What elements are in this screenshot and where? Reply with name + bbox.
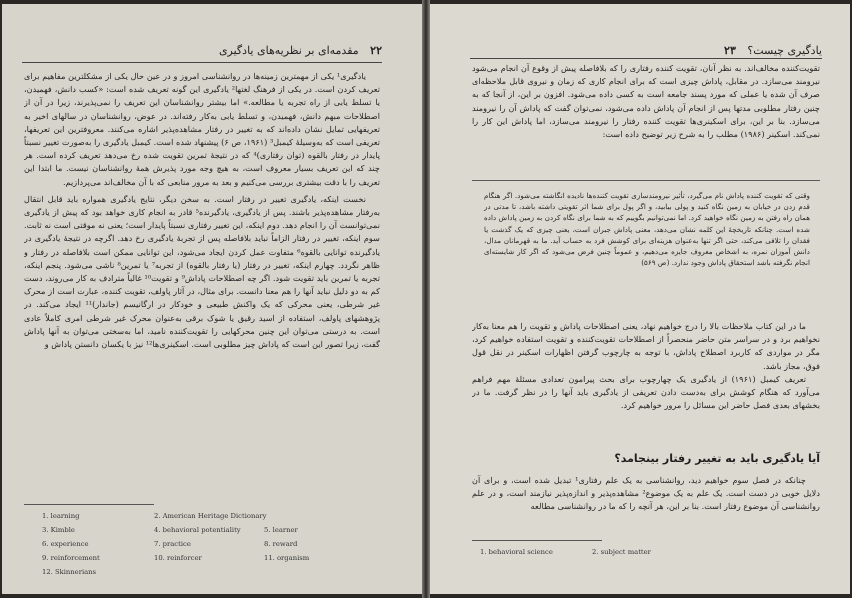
right-page-header [470,44,822,62]
right-paragraph-3: تعریف کیمبل (۱۹۶۱) از یادگیری یک چهارچوب برای بحث پیرامون تعدادی مسئلهٔ مهم فراهم می‌آورد که هنگام کوشش برای به‌دست دادن تعریفی از یادگیری باید آنها را در نظر گرفت. ما در بخشهای بعدی فصل حاضر این مسائل را مرور خواهیم کرد. [472,373,820,411]
footnote-8: 8. reward [264,540,298,548]
footnote-7: 7. practice [154,540,191,548]
right-header-rule [470,58,822,59]
right-footnote-rule [472,540,602,541]
right-footnote-2: 2. subject matter [592,548,651,556]
right-paragraph-4: چنانکه در فصل سوم خواهیم دید، روانشناسی به یک علم رفتاری¹ تبدیل شده است، و برای آن دلایل خوبی در دست است. یک علم به یک موضوع² مشاهده‌پذیر و اندازه‌پذیر نیازمند است، و در علم روانشناسی آن موضوع رفتار است. بنا بر این، هر آنچه را که ما در روانشناسی مطالعه [472,475,820,512]
footnote-4: 4. behavioral potentiality [154,526,241,534]
right-quote-block [478,190,816,314]
left-body-text [24,70,380,480]
right-underline [472,180,820,181]
footnote-11: 11. organism [264,554,310,562]
right-paragraph-1: تقویت‌کننده مخالف‌اند. به نظر آنان، تقویت کننده رفتاری را که بلافاصله پیش از وقوع آن انجام می‌شود نیرومند می‌سازد. در مقابل، پاداش چیزی است که برای انجام کاری که زمان و نیروی قابل ملاحظه‌ای صرف آن شده یا عملی که مورد پسند جامعه است به کسی داده می‌شود. افزون بر این، از آنجا که به چنین رفتار مطلوبی مدتها پس از انجام آن پاداش داده می‌شود، نمی‌توان گفت که پاداش آن را نیرومند می‌سازد. بنا بر این، برای اسکینری‌ها تقویت کننده رفتار را نیرومند می‌سازد، اما پاداش این کار را نمی‌کند. اسکینر (۱۹۸۶) مطلب را به شرح زیر توضیح داده است: [472,63,820,140]
left-footnotes [42,512,382,592]
right-page [430,4,850,594]
section-title: آیا یادگیری باید به تغییر رفتار بینجامد؟ [614,452,820,465]
right-section-heading [472,452,820,472]
right-body-middle [472,320,820,444]
right-footnotes [480,548,780,568]
footnote-1: 1. learning [42,512,80,520]
left-page-running-title: مقدمه‌ای بر نظریه‌های یادگیری [218,44,359,57]
footnote-10: 10. reinforcer [154,554,202,562]
right-footnote-1: 1. behavioral science [480,548,553,556]
left-page-number: ۲۲ [370,44,382,57]
footnote-5: 5. learner [264,526,298,534]
left-paragraph-2: نخست اینکه، یادگیری تغییر در رفتار است. به سخن دیگر، نتایج یادگیری همواره باید قابل انتقال به‌رفتار مشاهده‌پذیر باشند. پس از یادگیری، یادگیرنده⁵ قادر به انجام کاری خواهد بود که پیش از یادگیری نمی‌توانست آن را انجام دهد. دوم اینکه، این تغییر رفتاری نسبتاً پایدار است؛ یعنی نه موقتی است نه ثابت. سوم اینکه، تغییر در رفتار الزاماً نباید بلافاصله پس از تجربهٔ یادگیری رخ دهد. اگرچه در نتیجهٔ یادگیری در یادگیرنده توانایی بالقوه⁶ متفاوت عمل کردن ایجاد می‌شود، این توانایی ممکن است بلافاصله در رفتار و ظاهر نگردد. چهارم اینکه، تغییر در رفتار (یا رفتار بالقوه) از تجربه⁷ یا تمرین⁸ ناشی می‌شود. پنجم اینکه، تجربه یا تمرین باید تقویت شود. اگر چه اصطلاحات پاداش⁹ و تقویت¹⁰ غالباً مترادف به کار می‌روند، دست کم به دو دلیل نباید آنها را هم معنا دانست. برای مثال، در آثار پاولف، تقویت کننده، عبارت است از محرک غیر شرطی، یعنی محرکی که یک واکنش طبیعی و خودکار در ارگانیسم (جاندار)¹¹ ایجاد می‌کند. در پژوهشهای پاولف، استفاده از اسید رقیق یا شوک برقی به‌عنوان محرک غیر شرطی امری کاملاً عادی است. به درستی می‌توان این چنین محرکهایی را تقویت‌کننده نامید، اما به‌سختی می‌توان به آنها پاداش گفت، زیرا تصور این است که پاداش چیز مطلوبی است. اسکینری‌ها¹² نیز با یکسان دانستن پاداش و [24,193,380,350]
left-page [2,4,422,594]
left-page-header [22,44,382,62]
book-gutter [422,0,430,598]
footnote-2: 2. American Heritage Dictionary [154,512,267,520]
right-quote: وقتی که تقویت کننده پاداش نام می‌گیرد، تأثیر نیرومندسازی تقویت کننده‌ها نادیده انگاشته می‌شود. اگر هنگام قدم زدن در خیابان به زمین نگاه کنید و پولی بیابید، و اگر پول برای شما اثر تقویتی داشته باشد، تا مدتی در همان راه رفتن به زمین نگاه خواهید کرد. اما نمی‌توانیم بگوییم که به شما برای نگاه کردن به زمین پاداش داده شده است. چنانکه تاریخچهٔ این کلمه نشان می‌دهد، معنی پاداش جبران است، یعنی چیزی که یک گذشت یا فقدان را تلافی می‌کند، حتی اگر تنها به‌عنوان هزینه‌ای برای کوشش فرد به حساب آید. ما به قهرمانان مدال، دانش آموزان نمره، به اشخاص معروف جایزه می‌دهیم، و عموماً چنین فرض می‌شود که اگر کار شایسته‌ای انجام نگرفته باشد استحقاق پاداش وجود ندارد. (ص ۵۶۹) [484,191,810,268]
footnote-3: 3. Kimble [42,526,75,534]
footnote-12: 12. Skinnerians [42,568,97,576]
right-page-running-title: یادگیری چیست؟ [747,44,822,57]
left-footnote-rule [24,504,154,505]
right-paragraph-2: ما در این کتاب ملاحظات بالا را درج خواهیم نهاد، یعنی اصطلاحات پاداش و تقویت را هم معنا به‌کار نخواهیم برد و در سراسر متن حاضر منحصراً از اصطلاحات تقویت‌کننده و تقویت استفاده خواهیم کرد، مگر در مواردی که کاربرد اصطلاح پاداش، با توجه به چارچوب گرفتن اظهارات اسکینر در نقل قول فوق، مجاز باشد. [472,321,820,371]
left-paragraph-1: یادگیری¹ یکی از مهمترین زمینه‌ها در روانشناسی امروز و در عین حال یکی از مشکلترین مفاهیم برای تعریف کردن است. در یکی از فرهنگ لغتها² یادگیری این گونه تعریف شده است: «کسب دانش، فهمیدن، یا تسلط یابی از راه تجربه یا مطالعه.» اما بیشتر روانشناسان این تعریف را نمی‌پذیرند، زیرا در آن از اصطلاحات مبهم دانش، فهمیدن، و تسلط یابی به‌کار رفته‌اند. در عوض، روانشناسان در سالهای اخیر به تعریفهایی تمایل نشان داده‌اند که به تغییر در رفتار مشاهده‌پذیر اشاره می‌کنند. معروفترین این تعریفها، تعریفی است که به‌وسیلهٔ کیمبل³ (۱۹۶۱، ص ۶) پیشنهاد شده است. کیمبل یادگیری را به‌صورت تغییر نسبتاً پایدار در رفتار بالقوه (توان رفتاری)⁴ که در نتیجهٔ تمرین تقویت شده رخ می‌دهد تعریف کرده است. هر چند که این تعریف بسیار معروف است، به هیچ وجه مورد پذیرش همهٔ روانشناسان نیست. ما ابتدا این تعریف را با دقت بیشتری بررسی می‌کنیم و بعد به مرور منابعی که با آن مخالف‌اند می‌پردازیم. [24,71,380,187]
right-page-number: ۲۳ [724,44,736,57]
left-header-rule [22,62,382,63]
right-body-bottom [472,474,820,532]
right-body-top [472,62,820,190]
footnote-6: 6. experience [42,540,89,548]
footnote-9: 9. reinforcement [42,554,100,562]
